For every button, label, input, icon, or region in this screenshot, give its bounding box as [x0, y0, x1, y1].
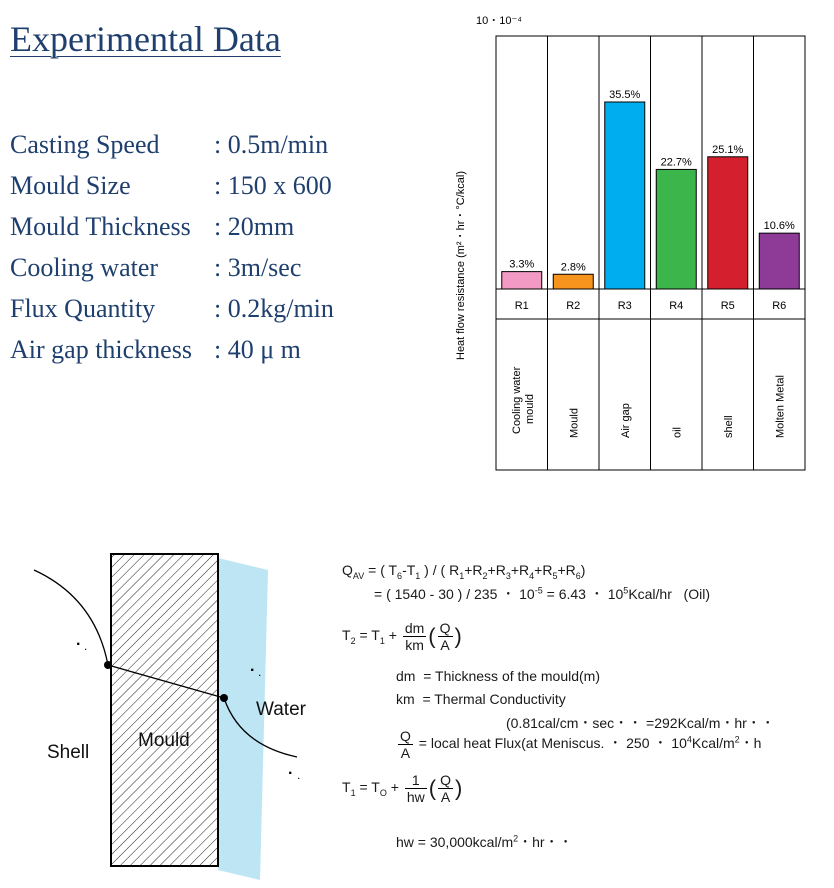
heat-flux-definition	[396, 728, 761, 761]
dm-definition: dm = Thickness of the mould(m)	[396, 668, 600, 684]
chart-y-axis-label: Heat flow resistance (m²・hr・°C/kcal)	[455, 171, 467, 360]
heat-resistance-chart	[440, 0, 820, 480]
spec-value: : 150 x 600	[214, 171, 332, 200]
chart-category-label: R3	[617, 300, 632, 312]
one-hw-fraction	[405, 772, 427, 805]
chart-bar	[708, 157, 748, 289]
chart-bar	[605, 102, 645, 289]
spec-label: Flux Quantity	[10, 294, 156, 323]
flux-text: = local heat Flux(at Meniscus. ・ 250 ・ $10^4Kcal/m^2$・h	[418, 734, 762, 752]
one-numerator: 1	[405, 772, 427, 789]
dot-mark-shell: .	[76, 632, 81, 649]
dot-mark-right-2: .	[297, 768, 301, 782]
t2-equation: $T_2 = T_1$ + $\frac{dm}{km}$ ( $\frac{Q}{A}$ )	[342, 620, 462, 653]
t2-node	[220, 694, 228, 702]
chart-data-label: 10.6%	[763, 220, 795, 233]
spec-value: : 0.2kg/min	[214, 294, 334, 323]
t1-lhs: $T_1 = T_O$ +	[342, 779, 399, 798]
mould-wall	[111, 554, 218, 866]
chart-category-label: R6	[772, 300, 787, 312]
chart-category-description: Mould	[568, 408, 581, 438]
chart-category-label: R2	[566, 300, 581, 312]
qav-result: = ( 1540 - 30 ) / 235 ・ $10^{-5} = 6.43$ ・ $10^5Kcal/hr$ (Oil)	[374, 585, 710, 602]
mould-label: Mould	[138, 730, 190, 751]
shell-label: Shell	[47, 742, 90, 763]
a-denominator: A	[440, 637, 450, 653]
dm-numerator: dm	[404, 620, 425, 636]
spec-label: Mould Thickness	[10, 212, 191, 241]
chart-category-label: R4	[669, 300, 684, 312]
chart-data-label: 22.7%	[660, 156, 692, 169]
chart-bar	[502, 272, 542, 289]
water-label: Water	[256, 699, 306, 720]
chart-category-description: shell	[722, 415, 735, 438]
chart-category-label: R1	[514, 300, 529, 312]
dot-mark-water-2: .	[258, 665, 262, 679]
chart-category-description	[511, 366, 536, 434]
q-numerator: Q	[439, 620, 451, 636]
spec-label: Mould Size	[10, 171, 131, 200]
dm-km-fraction	[403, 620, 426, 653]
t1-node	[104, 661, 112, 669]
spec-value: : 20mm	[214, 212, 295, 241]
chart-bar	[759, 233, 799, 289]
t1-q-numerator: Q	[440, 772, 451, 788]
chart-data-label: 3.3%	[509, 258, 535, 271]
dot-mark-water: .	[250, 658, 255, 675]
shell-temperature-curve	[34, 570, 108, 665]
chart-data-label: 35.5%	[609, 89, 641, 101]
chart-data-label: 2.8%	[560, 261, 586, 274]
flux-q-a-fraction	[398, 728, 413, 761]
chart-description-line: Cooling water	[510, 366, 523, 434]
chart-category-description: Molten Metal	[774, 375, 787, 438]
spec-label: Cooling water	[10, 253, 159, 282]
dot-mark-shell-2: .	[84, 639, 88, 653]
chart-bar	[656, 169, 696, 289]
chart-category-description: oil	[671, 426, 684, 438]
spec-label: Air gap thickness	[10, 335, 192, 364]
flux-q-numerator: Q	[400, 728, 411, 744]
t1-a-denominator: A	[440, 789, 451, 805]
qav-equation: $Q_{AV}$ = ( $T_6-T_1$ ) / ( $R_1+R_2+R_3+R_4+R_5+R_6$)	[342, 562, 586, 581]
t2-lhs: $T_2 = T_1$ +	[342, 627, 397, 646]
hw-definition: hw = $30,000kcal/m^2$・hr・・	[396, 833, 573, 850]
spec-value: : 0.5m/min	[214, 130, 329, 159]
km-value: (0.81cal/cm・sec・・ =292Kcal/m・hr・・	[506, 715, 775, 731]
spec-value: : 3m/sec	[214, 253, 302, 282]
chart-category-description: Air gap	[619, 403, 632, 438]
mould-cross-section-diagram	[0, 540, 330, 888]
q-a-fraction	[438, 620, 453, 653]
spec-value: : 40 μ m	[214, 335, 301, 364]
chart-data-label: 25.1%	[712, 143, 744, 156]
spec-label: Casting Speed	[10, 130, 160, 159]
chart-description-line: mould	[523, 394, 536, 424]
km-denominator: km	[405, 637, 424, 653]
dot-mark-right: .	[288, 761, 293, 778]
chart-bar	[553, 274, 593, 289]
hw-denominator: hw	[406, 789, 425, 805]
km-definition: km = Thermal Conductivity	[396, 691, 566, 707]
t1-q-a-fraction	[438, 772, 453, 805]
t1-equation: $T_1 = T_O$ + $\frac{1}{hw}$ ( $\frac{Q}{A}$ )	[342, 772, 463, 805]
page-title: Experimental Data	[10, 19, 281, 59]
chart-scale-label: 10・10⁻⁴	[476, 15, 523, 27]
chart-category-label: R5	[720, 300, 735, 312]
flux-a-denominator: A	[400, 745, 411, 761]
